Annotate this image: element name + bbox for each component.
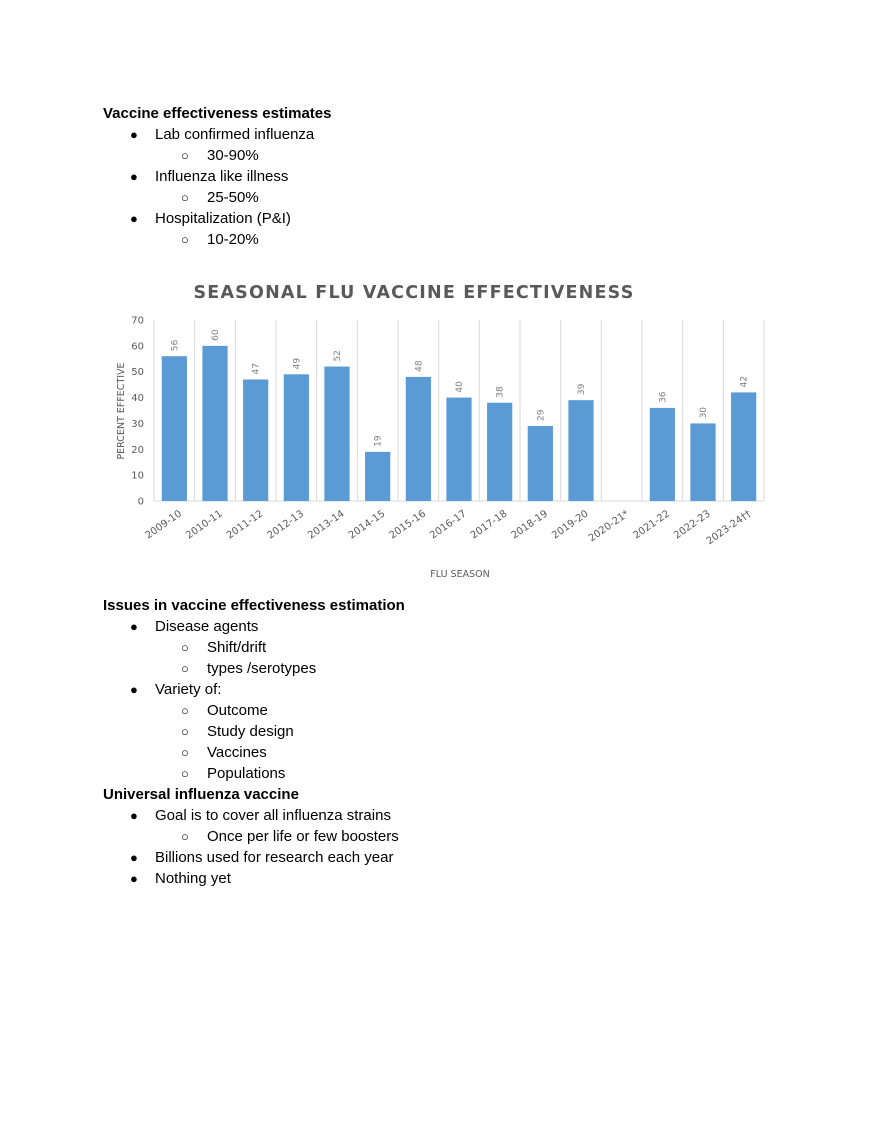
y-tick-label: 30 xyxy=(131,418,144,430)
bar xyxy=(568,400,593,501)
data-label: 42 xyxy=(739,375,750,388)
bullet-icon: ● xyxy=(130,619,138,634)
sub-bullet-icon: ○ xyxy=(181,232,189,247)
x-tick-label: 2022-23 xyxy=(672,508,713,542)
data-label: 39 xyxy=(577,383,587,396)
y-axis-ticks xyxy=(131,316,144,508)
data-label: 48 xyxy=(414,360,425,372)
sub-list-item: 25-50% xyxy=(207,189,259,206)
bar xyxy=(487,403,512,501)
bar xyxy=(202,346,227,501)
bar xyxy=(162,356,187,501)
x-tick-label: 2016-17 xyxy=(428,508,469,542)
section-heading-universal-vaccine: Universal influenza vaccine xyxy=(103,786,299,803)
chart-title: SEASONAL FLU VACCINE EFFECTIVENESS xyxy=(193,283,635,303)
sub-list-item: Study design xyxy=(207,723,294,740)
y-tick-label: 40 xyxy=(131,393,144,405)
bar xyxy=(365,452,390,501)
x-tick-label: 2010-11 xyxy=(184,508,225,542)
sub-bullet-icon: ○ xyxy=(181,724,189,739)
data-label: 40 xyxy=(455,381,465,393)
sub-list-item: 30-90% xyxy=(207,147,259,164)
sub-list-item: Populations xyxy=(207,765,286,782)
x-tick-label: 2018-19 xyxy=(509,508,551,542)
bar xyxy=(690,423,715,501)
bar xyxy=(406,377,431,501)
sub-bullet-icon: ○ xyxy=(181,190,189,205)
sub-bullet-icon: ○ xyxy=(181,703,189,718)
data-label: 29 xyxy=(536,409,547,422)
sub-bullet-icon: ○ xyxy=(181,766,189,781)
list-item-ili: Influenza like illness xyxy=(155,168,289,185)
bar xyxy=(731,392,756,501)
y-tick-label: 20 xyxy=(131,444,144,456)
x-tick-label: 2011-12 xyxy=(224,508,266,542)
y-tick-label: 50 xyxy=(131,367,144,379)
x-tick-label: 2023-24†† xyxy=(704,508,754,548)
list-item-hospitalization: Hospitalization (P&I) xyxy=(155,210,291,227)
y-axis-title: PERCENT EFFECTIVE xyxy=(116,362,127,460)
y-tick-label: 10 xyxy=(131,470,144,482)
y-tick-label: 70 xyxy=(131,315,144,327)
data-label: 52 xyxy=(333,350,343,362)
data-label: 36 xyxy=(658,391,669,403)
x-tick-label: 2014-15 xyxy=(346,508,388,542)
bullet-icon: ● xyxy=(130,850,138,865)
sub-list-item: Vaccines xyxy=(207,744,267,761)
x-tick-label: 2021-22 xyxy=(631,508,673,542)
bullet-icon: ● xyxy=(130,127,138,142)
data-label: 56 xyxy=(170,339,181,352)
bar xyxy=(324,367,349,501)
data-label: 38 xyxy=(495,386,506,398)
bullet-icon: ● xyxy=(130,169,138,184)
list-item-disease-agents: Disease agents xyxy=(155,618,259,635)
x-tick-label: 2009-10 xyxy=(143,508,185,542)
x-tick-label: 2019-20 xyxy=(550,508,591,542)
sub-bullet-icon: ○ xyxy=(181,661,189,676)
data-label: 47 xyxy=(251,363,262,375)
y-tick-label: 60 xyxy=(131,341,144,353)
x-tick-label: 2020-21* xyxy=(586,508,632,545)
bar xyxy=(446,398,471,501)
x-axis-title: FLU SEASON xyxy=(430,569,490,580)
bullet-icon: ● xyxy=(130,808,138,823)
bar xyxy=(284,374,309,501)
x-axis-ticks xyxy=(144,508,754,547)
sub-list-item: Shift/drift xyxy=(207,639,267,656)
section-heading-vaccine-effectiveness: Vaccine effectiveness estimates xyxy=(103,105,332,122)
list-item-nothing-yet: Nothing yet xyxy=(155,870,231,887)
y-tick-label: 0 xyxy=(137,496,144,508)
x-tick-label: 2017-18 xyxy=(468,508,510,542)
list-item-goal: Goal is to cover all influenza strains xyxy=(155,807,391,824)
bar xyxy=(528,426,553,501)
sub-bullet-icon: ○ xyxy=(181,148,189,163)
bullet-icon: ● xyxy=(130,871,138,886)
list-item-lab-confirmed: Lab confirmed influenza xyxy=(155,126,315,143)
list-item-billions: Billions used for research each year xyxy=(155,849,394,866)
x-tick-label: 2013-14 xyxy=(306,508,347,542)
data-label: 60 xyxy=(211,329,221,341)
data-label: 30 xyxy=(699,406,709,419)
flu-vaccine-effectiveness-chart xyxy=(108,276,776,586)
bullet-icon: ● xyxy=(130,211,138,226)
bullet-icon: ● xyxy=(130,682,138,697)
sub-list-item: Once per life or few boosters xyxy=(207,828,399,845)
data-label: 49 xyxy=(292,357,303,370)
bar xyxy=(650,408,675,501)
x-tick-label: 2015-16 xyxy=(387,508,429,542)
x-tick-label: 2012-13 xyxy=(265,508,307,542)
sub-bullet-icon: ○ xyxy=(181,640,189,655)
bar xyxy=(243,379,268,501)
sub-bullet-icon: ○ xyxy=(181,745,189,760)
section-heading-issues: Issues in vaccine effectiveness estimation xyxy=(103,597,405,614)
sub-list-item: types /serotypes xyxy=(207,660,317,677)
sub-bullet-icon: ○ xyxy=(181,829,189,844)
list-item-variety: Variety of: xyxy=(155,681,222,698)
sub-list-item: Outcome xyxy=(207,702,268,719)
data-label: 19 xyxy=(373,435,384,447)
sub-list-item: 10-20% xyxy=(207,231,259,248)
